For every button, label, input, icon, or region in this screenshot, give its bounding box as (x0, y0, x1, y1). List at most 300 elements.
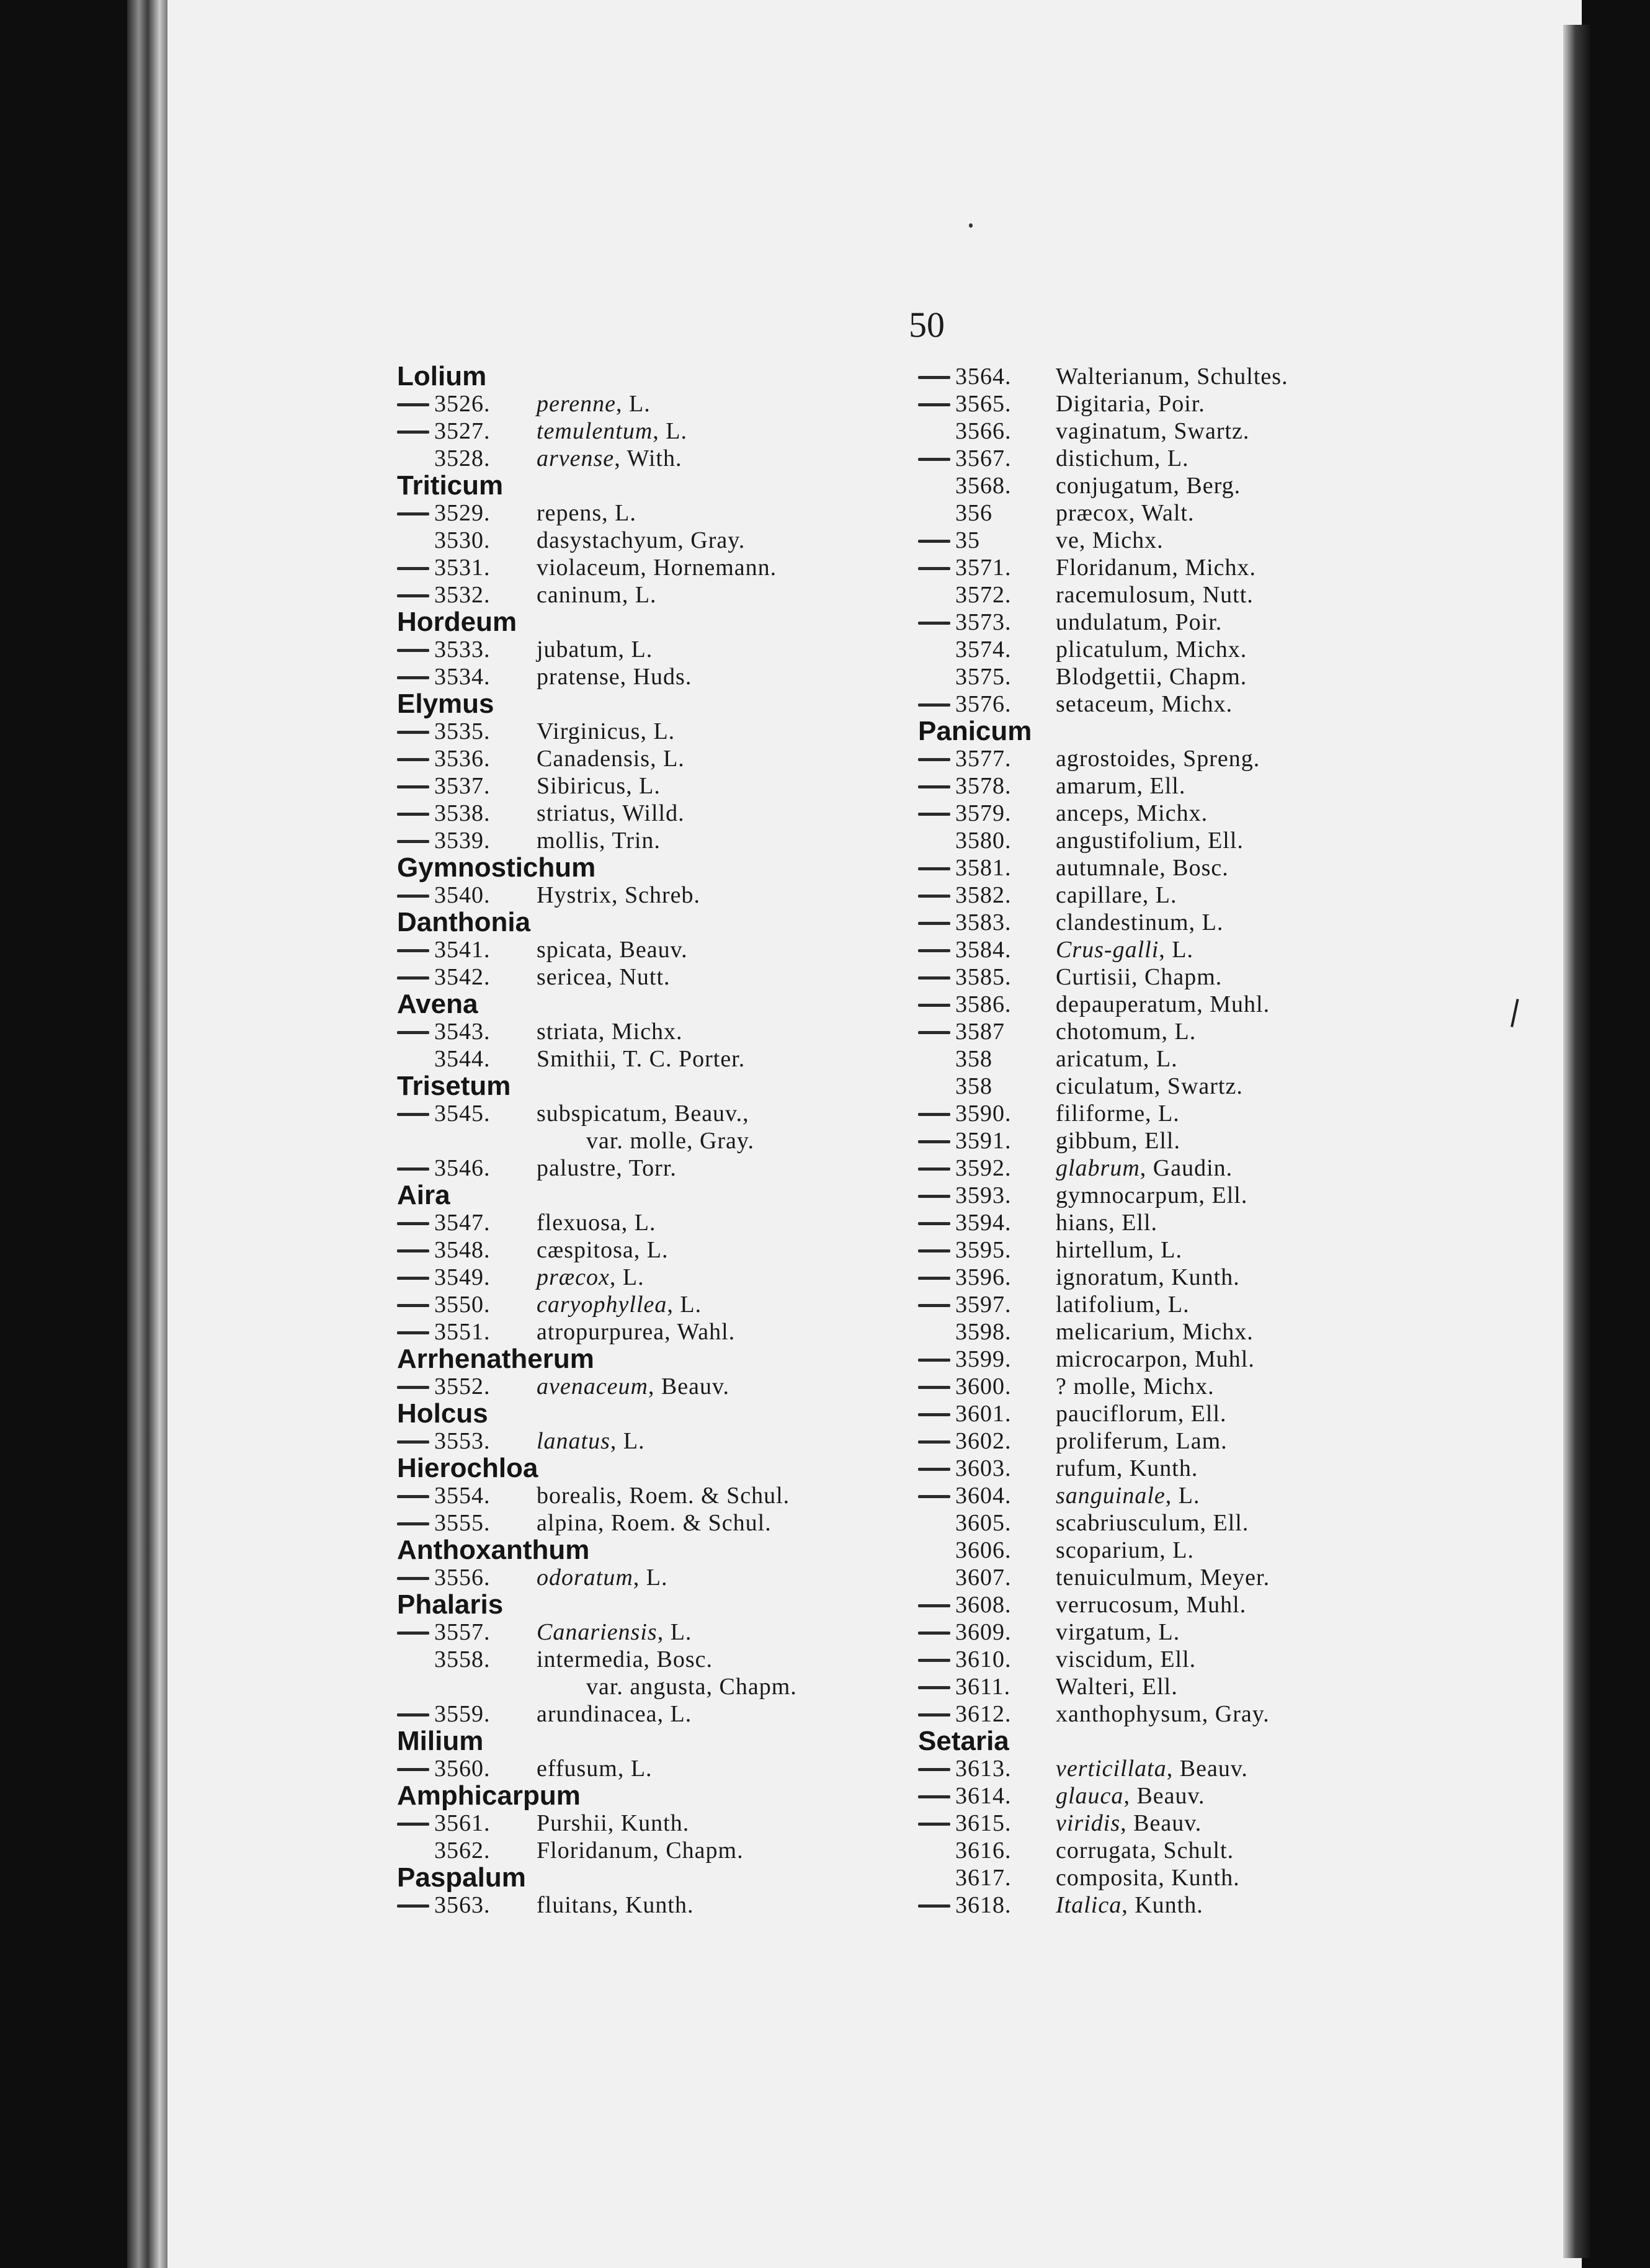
species-entry (918, 963, 1223, 991)
species-number: 3606. (955, 1537, 1012, 1563)
species-name: intermedia, Bosc. (537, 1646, 713, 1672)
species-entry (918, 936, 1193, 963)
species-entry (918, 554, 1257, 581)
genus-heading: Anthoxanthum (397, 1535, 590, 1565)
species-name: gibbum, Ell. (1056, 1128, 1180, 1154)
species-entry (918, 1236, 1183, 1264)
species-number: 3591. (955, 1128, 1012, 1154)
species-name: atropurpurea, Wahl. (537, 1319, 736, 1345)
checkmark-dash (397, 1167, 429, 1171)
species-number: 3556. (434, 1565, 491, 1591)
species-name: aricatum, L. (1056, 1046, 1178, 1072)
species-entry (918, 1373, 1215, 1400)
species-name: viridis, Beauv. (1056, 1810, 1202, 1836)
species-number: 3576. (955, 691, 1012, 717)
species-entry (918, 581, 1254, 609)
species-name: pratense, Huds. (537, 664, 692, 690)
species-number: 3532. (434, 582, 491, 608)
genus-heading: Amphicarpum (397, 1780, 581, 1811)
species-entry (918, 882, 1177, 909)
species-name: tenuiculmum, Meyer. (1056, 1565, 1270, 1591)
species-entry (397, 827, 661, 854)
species-entry (918, 1891, 1203, 1919)
species-name: Sibiricus, L. (537, 773, 661, 799)
species-name: pauciflorum, Ell. (1056, 1401, 1227, 1427)
species-name: scoparium, L. (1056, 1537, 1195, 1563)
species-entry (397, 745, 685, 772)
checkmark-dash (397, 594, 429, 597)
species-entry (918, 745, 1260, 772)
species-name: borealis, Roem. & Schul. (537, 1483, 790, 1509)
species-entry (918, 1537, 1195, 1564)
species-entry (918, 1427, 1228, 1455)
species-entry (397, 1810, 690, 1837)
species-number: 3611. (955, 1674, 1011, 1700)
species-number: 3553. (434, 1428, 491, 1454)
species-entry (918, 1154, 1233, 1182)
species-number: 3534. (434, 664, 491, 690)
genus-heading: Gymnostichum (397, 852, 596, 883)
species-number: 3612. (955, 1701, 1012, 1727)
species-name: amarum, Ell. (1056, 773, 1186, 799)
species-name: jubatum, L. (537, 636, 653, 663)
checkmark-dash (918, 540, 950, 543)
species-name: mollis, Trin. (537, 828, 661, 854)
species-name: alpina, Roem. & Schul. (537, 1510, 772, 1536)
species-entry (397, 1373, 730, 1400)
species-number: 3567. (955, 445, 1012, 471)
species-name: sanguinale, L. (1056, 1483, 1200, 1509)
species-number: 3599. (955, 1346, 1012, 1372)
checkmark-dash (918, 1249, 950, 1252)
species-entry (918, 800, 1208, 827)
species-name: præcox, Walt. (1056, 500, 1195, 526)
species-name: repens, L. (537, 500, 636, 526)
checkmark-dash (397, 1823, 429, 1826)
genus-heading: Elymus (397, 689, 494, 719)
species-entry (918, 1455, 1198, 1482)
species-name: ? molle, Michx. (1056, 1373, 1215, 1400)
species-entry (397, 772, 661, 800)
checkmark-dash (918, 1795, 950, 1798)
species-entry (918, 909, 1224, 936)
species-name: Canariensis, L. (537, 1619, 692, 1645)
checkmark-dash (918, 1113, 950, 1116)
species-number: 3560. (434, 1756, 491, 1782)
species-number: 3526. (434, 391, 491, 417)
checkmark-dash (918, 976, 950, 980)
species-number: 3565. (955, 391, 1012, 417)
species-number: 3537. (434, 773, 491, 799)
genus-heading: Setaria (918, 1726, 1009, 1756)
checkmark-dash (918, 1195, 950, 1198)
checkmark-dash (918, 458, 950, 461)
species-number: 3610. (955, 1646, 1012, 1672)
species-entry (918, 1618, 1180, 1646)
species-number: 3593. (955, 1182, 1012, 1208)
species-entry (397, 499, 636, 527)
species-name: viscidum, Ell. (1056, 1646, 1197, 1672)
species-entry (918, 1591, 1247, 1618)
checkmark-dash (397, 785, 429, 788)
species-number: 3529. (434, 500, 491, 526)
species-entry (918, 609, 1223, 636)
species-entry (397, 1755, 653, 1782)
species-entry (918, 663, 1247, 690)
species-name: flexuosa, L. (537, 1210, 656, 1236)
species-entry (918, 772, 1186, 800)
species-entry (918, 1700, 1270, 1728)
checkmark-dash (918, 1904, 950, 1908)
species-name: striata, Michx. (537, 1019, 683, 1045)
genus-heading: Arrhenatherum (397, 1344, 594, 1374)
species-number: 3574. (955, 636, 1012, 663)
checkmark-dash (397, 731, 429, 734)
species-name: Walteri, Ell. (1056, 1674, 1178, 1700)
species-name: odoratum, L. (537, 1565, 668, 1591)
species-name: clandestinum, L. (1056, 909, 1224, 935)
species-number: 3562. (434, 1837, 491, 1864)
species-entry (397, 1509, 772, 1537)
species-number: 3575. (955, 664, 1012, 690)
species-number: 358 (955, 1046, 992, 1072)
species-name: hirtellum, L. (1056, 1237, 1183, 1263)
species-name: gymnocarpum, Ell. (1056, 1182, 1248, 1208)
checkmark-dash (397, 431, 429, 434)
species-number: 3583. (955, 909, 1012, 935)
genus-heading: Holcus (397, 1398, 488, 1429)
species-name: ve, Michx. (1056, 527, 1164, 553)
genus-heading: Paspalum (397, 1862, 526, 1893)
species-entry (397, 1236, 669, 1264)
species-number: 3617. (955, 1865, 1012, 1891)
checkmark-dash (397, 813, 429, 816)
species-name: Digitaria, Poir. (1056, 391, 1205, 417)
species-entry (918, 445, 1189, 472)
species-number: 3540. (434, 882, 491, 908)
left-column (397, 361, 797, 1919)
species-number: 3555. (434, 1510, 491, 1536)
checkmark-dash (397, 1522, 429, 1525)
species-number: 3577. (955, 746, 1012, 772)
species-name: Crus-galli, L. (1056, 937, 1193, 963)
genus-heading: Danthonia (397, 907, 531, 937)
species-name: Italica, Kunth. (1056, 1892, 1203, 1918)
checkmark-dash (397, 840, 429, 843)
genus-heading: Panicum (918, 716, 1032, 746)
species-number: 3607. (955, 1565, 1012, 1591)
species-name: xanthophysum, Gray. (1056, 1701, 1270, 1727)
species-entry (918, 1318, 1254, 1346)
checkmark-dash (918, 403, 950, 406)
species-name: proliferum, Lam. (1056, 1428, 1228, 1454)
species-name: vaginatum, Swartz. (1056, 418, 1250, 444)
species-number: 3598. (955, 1319, 1012, 1345)
species-name: anceps, Michx. (1056, 800, 1208, 826)
species-entry (397, 1837, 744, 1864)
variety-name: var. angusta, Chapm. (586, 1674, 797, 1700)
checkmark-dash (397, 512, 429, 516)
checkmark-dash (918, 1277, 950, 1280)
species-number: 3602. (955, 1428, 1012, 1454)
species-number: 3614. (955, 1783, 1012, 1809)
species-number: 3580. (955, 828, 1012, 854)
checkmark-dash (397, 567, 429, 570)
species-entry (918, 1864, 1240, 1891)
species-number: 3531. (434, 555, 491, 581)
checkmark-dash (918, 1004, 950, 1007)
species-name: Hystrix, Schreb. (537, 882, 701, 908)
species-name: glauca, Beauv. (1056, 1783, 1205, 1809)
species-entry (397, 581, 657, 609)
species-number: 3566. (955, 418, 1012, 444)
checkmark-dash (397, 949, 429, 952)
species-number: 3564. (955, 364, 1012, 390)
species-name: dasystachyum, Gray. (537, 527, 746, 553)
checkmark-dash (918, 1468, 950, 1471)
species-entry (397, 936, 688, 963)
species-entry (918, 527, 1164, 554)
checkmark-dash (918, 1222, 950, 1225)
species-number: 3609. (955, 1619, 1012, 1645)
species-name: striatus, Willd. (537, 800, 685, 826)
ink-dot (969, 223, 973, 228)
species-name: distichum, L. (1056, 445, 1189, 471)
species-name: Floridanum, Michx. (1056, 555, 1257, 581)
checkmark-dash (918, 1413, 950, 1416)
checkmark-dash (397, 1713, 429, 1717)
species-name: conjugatum, Berg. (1056, 473, 1241, 499)
species-number: 3545. (434, 1101, 491, 1127)
species-entry (918, 636, 1247, 663)
species-number: 3596. (955, 1264, 1012, 1290)
species-number: 3557. (434, 1619, 491, 1645)
species-number: 3527. (434, 418, 491, 444)
species-entry (918, 499, 1195, 527)
species-number: 3613. (955, 1756, 1012, 1782)
species-name: Virginicus, L. (537, 718, 676, 744)
species-entry (397, 1646, 713, 1673)
species-entry (918, 1018, 1197, 1045)
species-number: 3530. (434, 527, 491, 553)
checkmark-dash (918, 922, 950, 925)
species-name: melicarium, Michx. (1056, 1319, 1254, 1345)
species-number: 3539. (434, 828, 491, 854)
species-number: 3568. (955, 473, 1012, 499)
checkmark-dash (397, 976, 429, 980)
species-number: 356 (955, 500, 992, 526)
genus-heading: Avena (397, 989, 478, 1019)
checkmark-dash (397, 676, 429, 679)
species-name: capillare, L. (1056, 882, 1177, 908)
species-name: lanatus, L. (537, 1428, 645, 1454)
species-number: 3578. (955, 773, 1012, 799)
species-entry (397, 1127, 754, 1154)
checkmark-dash (918, 949, 950, 952)
species-entry (397, 1427, 645, 1455)
species-number: 3550. (434, 1292, 491, 1318)
species-number: 3582. (955, 882, 1012, 908)
species-name: cæspitosa, L. (537, 1237, 669, 1263)
species-number: 3552. (434, 1373, 491, 1400)
species-name: effusum, L. (537, 1756, 653, 1782)
checkmark-dash (918, 1713, 950, 1717)
species-entry (397, 1482, 790, 1509)
species-name: composita, Kunth. (1056, 1865, 1240, 1891)
species-entry (397, 663, 692, 690)
species-number: 3600. (955, 1373, 1012, 1400)
checkmark-dash (918, 813, 950, 816)
species-entry (918, 1673, 1178, 1700)
genus-heading: Lolium (397, 361, 487, 391)
species-number: 3547. (434, 1210, 491, 1236)
species-entry (918, 417, 1250, 445)
species-number: 3604. (955, 1483, 1012, 1509)
checkmark-dash (397, 649, 429, 652)
species-name: Curtisii, Chapm. (1056, 964, 1223, 990)
species-entry (397, 1100, 749, 1127)
species-name: microcarpon, Muhl. (1056, 1346, 1255, 1372)
species-number: 3546. (434, 1155, 491, 1181)
species-entry (918, 1509, 1249, 1537)
checkmark-dash (397, 1495, 429, 1498)
species-entry (397, 1891, 694, 1919)
species-number: 3603. (955, 1455, 1012, 1481)
species-entry (397, 963, 671, 991)
species-entry (397, 1154, 677, 1182)
right-column (918, 363, 1288, 1919)
checkmark-dash (918, 1495, 950, 1498)
species-entry (918, 1782, 1205, 1810)
species-number: 3543. (434, 1019, 491, 1045)
species-entry (397, 800, 685, 827)
page-number: 50 (909, 305, 945, 345)
species-entry (397, 718, 676, 745)
species-name: scabriusculum, Ell. (1056, 1510, 1249, 1536)
species-entry (918, 991, 1270, 1018)
genus-heading: Aira (397, 1180, 450, 1210)
species-name: avenaceum, Beauv. (537, 1373, 730, 1400)
species-number: 3541. (434, 937, 491, 963)
species-number: 3601. (955, 1401, 1012, 1427)
checkmark-dash (918, 1167, 950, 1171)
species-entry (918, 1837, 1234, 1864)
species-entry (397, 1018, 683, 1045)
species-number: 3535. (434, 718, 491, 744)
species-entry (918, 1209, 1158, 1236)
species-number: 3579. (955, 800, 1012, 826)
species-name: fluitans, Kunth. (537, 1892, 694, 1918)
species-name: ignoratum, Kunth. (1056, 1264, 1240, 1290)
checkmark-dash (397, 1031, 429, 1034)
species-number: 3558. (434, 1646, 491, 1672)
checkmark-dash (397, 895, 429, 898)
checkmark-dash (918, 567, 950, 570)
species-name: subspicatum, Beauv., (537, 1101, 749, 1127)
checkmark-dash (918, 785, 950, 788)
species-number: 3608. (955, 1592, 1012, 1618)
species-entry (918, 1346, 1255, 1373)
species-entry (918, 390, 1205, 417)
species-name: rufum, Kunth. (1056, 1455, 1198, 1481)
genus-heading: Hordeum (397, 607, 517, 637)
species-name: palustre, Torr. (537, 1155, 677, 1181)
species-number: 3595. (955, 1237, 1012, 1263)
checkmark-dash (918, 1632, 950, 1635)
species-number: 3587 (955, 1019, 1005, 1045)
species-entry (397, 1673, 797, 1700)
species-entry (397, 1700, 692, 1728)
checkmark-dash (397, 1577, 429, 1580)
checkmark-dash (918, 1823, 950, 1826)
species-name: sericea, Nutt. (537, 964, 671, 990)
checkmark-dash (918, 1140, 950, 1143)
species-name: verrucosum, Muhl. (1056, 1592, 1247, 1618)
species-number: 3554. (434, 1483, 491, 1509)
species-number: 3548. (434, 1237, 491, 1263)
species-number: 3581. (955, 855, 1012, 881)
species-name: perenne, L. (537, 391, 651, 417)
species-number: 3615. (955, 1810, 1012, 1836)
species-name: temulentum, L. (537, 418, 688, 444)
checkmark-dash (918, 1440, 950, 1444)
checkmark-dash (397, 1440, 429, 1444)
species-name: plicatulum, Michx. (1056, 636, 1247, 663)
species-name: Canadensis, L. (537, 746, 685, 772)
checkmark-dash (918, 1386, 950, 1389)
checkmark-dash (397, 1249, 429, 1252)
checkmark-dash (397, 1222, 429, 1225)
species-name: filiforme, L. (1056, 1101, 1180, 1127)
checkmark-dash (397, 1304, 429, 1307)
species-number: 3572. (955, 582, 1012, 608)
genus-heading: Milium (397, 1726, 484, 1756)
species-name: latifolium, L. (1056, 1292, 1190, 1318)
species-number: 3584. (955, 937, 1012, 963)
species-number: 3597. (955, 1292, 1012, 1318)
species-name: autumnale, Bosc. (1056, 855, 1229, 881)
checkmark-dash (397, 1768, 429, 1771)
species-entry (918, 1264, 1240, 1291)
species-number: 3616. (955, 1837, 1012, 1864)
species-number: 3618. (955, 1892, 1012, 1918)
species-name: præcox, L. (537, 1264, 644, 1290)
species-entry (918, 1182, 1248, 1209)
checkmark-dash (918, 895, 950, 898)
species-number: 3528. (434, 445, 491, 471)
species-name: chotomum, L. (1056, 1019, 1197, 1045)
genus-heading: Triticum (397, 470, 504, 501)
species-name: spicata, Beauv. (537, 937, 688, 963)
species-name: Purshii, Kunth. (537, 1810, 690, 1836)
variety-name: var. molle, Gray. (586, 1128, 754, 1154)
species-name: racemulosum, Nutt. (1056, 582, 1254, 608)
checkmark-dash (918, 1304, 950, 1307)
species-entry (918, 1045, 1178, 1073)
checkmark-dash (397, 758, 429, 761)
checkmark-dash (918, 1359, 950, 1362)
checkmark-dash (918, 758, 950, 761)
species-entry (397, 1564, 668, 1591)
species-number: 3538. (434, 800, 491, 826)
species-number: 3585. (955, 964, 1012, 990)
species-number: 3542. (434, 964, 491, 990)
species-number: 35 (955, 527, 980, 553)
species-name: corrugata, Schult. (1056, 1837, 1234, 1864)
species-entry (918, 1810, 1202, 1837)
species-name: agrostoides, Spreng. (1056, 746, 1260, 772)
species-entry (397, 527, 746, 554)
